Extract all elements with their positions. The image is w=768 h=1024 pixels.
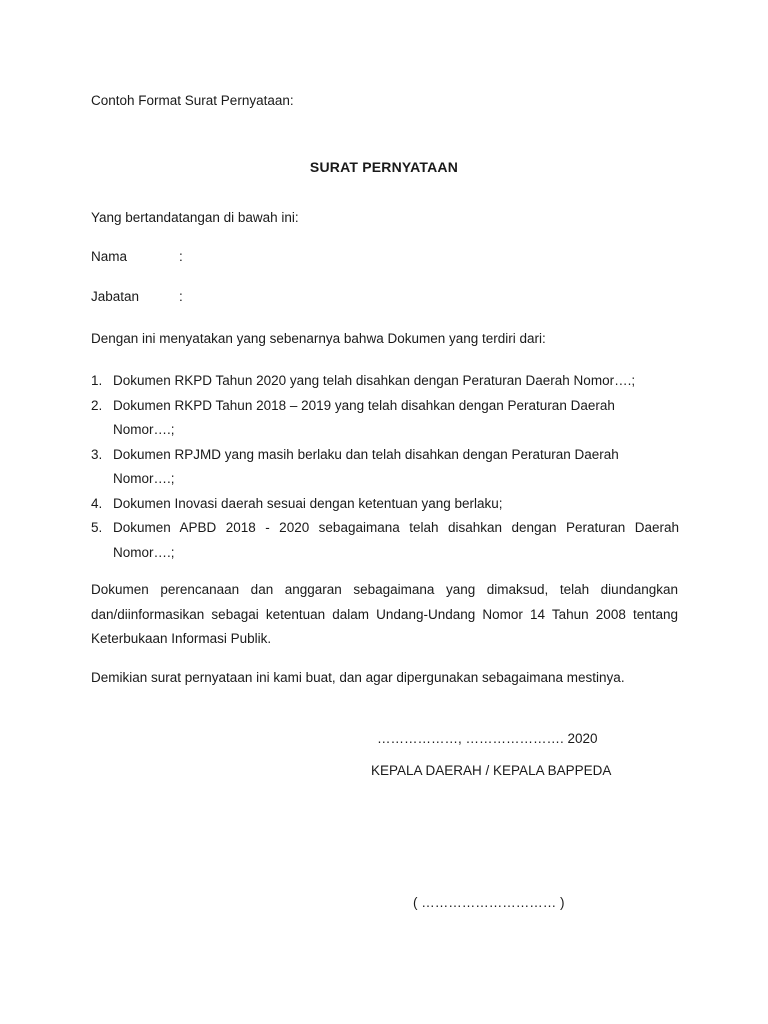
field-label: Nama — [91, 249, 128, 264]
field-label: Jabatan — [91, 289, 140, 304]
signatory-title: KEPALA DAERAH / KEPALA BAPPEDA — [371, 763, 612, 778]
list-item — [91, 394, 679, 443]
list-text: Dokumen APBD 2018 - 2020 sebagaimana telah disahkan dengan Peraturan Daerah Nomor….; — [113, 520, 679, 560]
list-number: 4. — [91, 495, 103, 511]
field-colon: : — [179, 289, 183, 304]
list-item — [91, 443, 679, 492]
list-number: 1. — [91, 373, 103, 388]
list-number: 5. — [91, 520, 103, 535]
list-text: Dokumen RKPD Tahun 2020 yang telah disahkan dengan Peraturan Daerah Nomor….; — [113, 373, 636, 388]
list-item — [91, 516, 679, 565]
document-title: SURAT PERNYATAAN — [309, 159, 459, 175]
closing-statement: Demikian surat pernyataan ini kami buat, dan agar dipergunakan sebagaimana mestinya. — [91, 670, 625, 685]
list-number: 2. — [91, 397, 103, 413]
document-list — [91, 369, 679, 565]
list-number: 3. — [91, 446, 103, 462]
opening-line: Yang bertandatangan di bawah ini: — [91, 210, 299, 225]
list-text: Dokumen RKPD Tahun 2018 – 2019 yang telah disahkan dengan Peraturan Daerah Nomor….; — [113, 397, 615, 437]
list-item — [91, 492, 679, 517]
list-text: Dokumen Inovasi daerah sesuai dengan ketentuan yang berlaku; — [113, 495, 503, 511]
signature-name-placeholder: ( ………………………… ) — [413, 895, 565, 910]
place-date-line: ………………, …………………. 2020 — [377, 731, 598, 746]
list-text: Dokumen RPJMD yang masih berlaku dan telah disahkan dengan Peraturan Daerah Nomor….; — [113, 446, 619, 486]
intro-label: Contoh Format Surat Pernyataan: — [91, 93, 294, 108]
closing-paragraph: Dokumen perencanaan dan anggaran sebagaimana yang dimaksud, telah diundangkan dan/diinformasikan sebagai ketentuan dalam Undang-Undang Nomor 14 Tahun 2008 tentang Keterbukaan Informasi Publik. — [91, 582, 678, 646]
statement-line: Dengan ini menyatakan yang sebenarnya bahwa Dokumen yang terdiri dari: — [91, 331, 546, 346]
list-item — [91, 369, 679, 394]
field-row-jabatan — [91, 289, 183, 304]
field-colon: : — [179, 249, 183, 264]
field-row-nama — [91, 249, 183, 264]
